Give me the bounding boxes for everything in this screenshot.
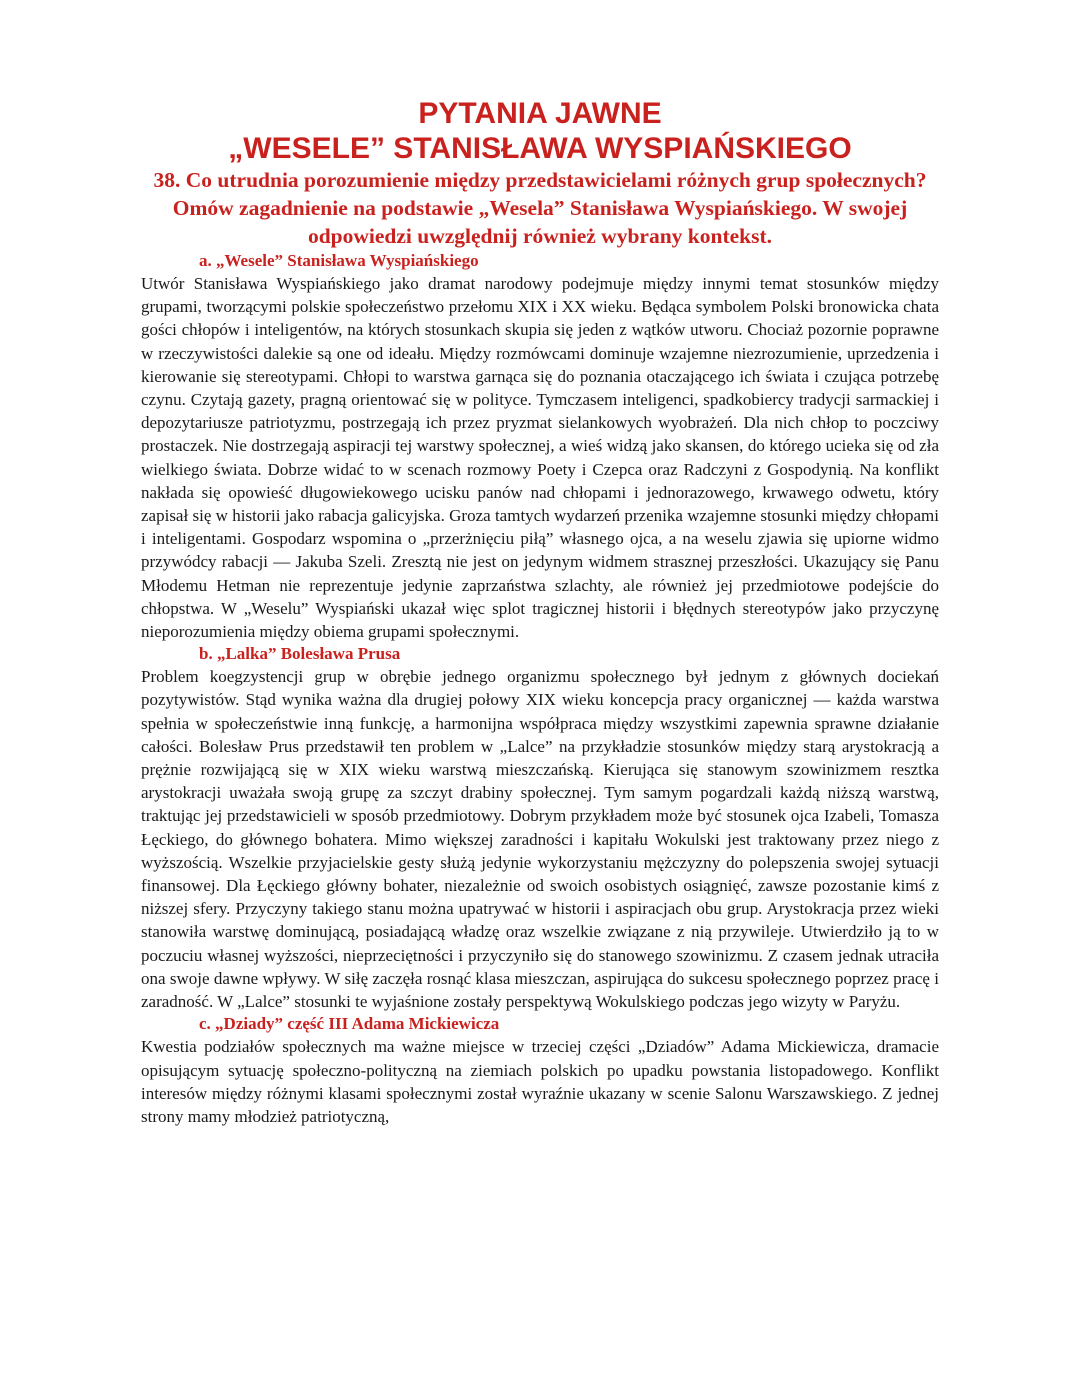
section-text-lalka: Problem koegzystencji grup w obrębie jednego organizmu społecznego był jednym z głównych dociekań pozytywistów. Stąd wynika ważna dla drugiej połowy XIX wieku koncepcja pracy organicznej — każda warstwa spełnia w społeczeństwie inną funkcję, a harmonijna współpraca między wszystkimi zapewnia sprawne działanie całości. Bolesław Prus przedstawił ten problem w „Lalce” na przykładzie stosunków między starą arystokracją a prężnie rozwijającą się w XIX wieku warstwą mieszczańską. Kierująca się stanowym szowinizmem resztka arystokracji uważała swoją grupę za szczyt drabiny społecznej. Tym samym pogardzali każdą niższą warstwą, traktując jej przedstawicieli w sposób przedmiotowy. Dobrym przykładem może być stosunek ojca Izabeli, Tomasza Łęckiego, do głównego bohatera. Mimo większej zaradności i kapitału Wokulski jest traktowany przez niego z wyższością. Wszelkie przyjacielskie gesty służą jedynie wykorzystaniu mężczyzny do polepszenia swojej sytuacji finansowej. Dla Łęckiego główny bohater, niezależnie od swoich osobistych osiągnięć, zawsze pozostanie kimś z niższej sfery. Przyczyny takiego stanu można upatrywać w historii i aspiracjach obu grup. Arystokracja przez wieki stanowiła warstwę dominującą, posiadającą władzę oraz wszelkie związane z nią przywileje. Utwierdziło ją to w poczuciu własnej wyższości, nieprzeciętności i przyczyniło się do stanowego szowinizmu. Z czasem jednak utraciła ona swoje dawne wpływy. W siłę zaczęła rosnąć klasa mieszczan, aspirująca do sukcesu społecznego poprzez pracę i zaradność. W „Lalce” stosunki te wyjaśnione zostały perspektywą Wokulskiego podczas jego wizyty w Paryżu. — [141, 667, 939, 1012]
question-text: 38. Co utrudnia porozumienie między przedstawicielami różnych grup społecznych? Omów zagadnienie na podstawie „Wesela” Stanisława Wyspiańskiego. W swojej odpowiedzi uwzględnij również wybrany kontekst. — [153, 168, 927, 248]
section-heading-lalka: b. „Lalka” Bolesława Prusa — [199, 644, 401, 664]
section-heading-wesele: a. „Wesele” Stanisława Wyspiańskiego — [199, 251, 479, 270]
document-page — [141, 96, 939, 1128]
document-title-line-1: PYTANIA JAWNE — [418, 97, 662, 130]
document-title-line-2: „WESELE” STANISŁAWA WYSPIAŃSKIEGO — [228, 132, 852, 165]
section-text-wesele: Utwór Stanisława Wyspiańskiego jako dramat narodowy podejmuje między innymi temat stosunków między grupami, tworzącymi polskie społeczeństwo przełomu XIX i XX wieku. Będąca symbolem Polski bronowicka chata gości chłopów i inteligentów, na których stosunkach skupia się jeden z wątków utworu. Chociaż pozornie poprawne w rzeczywistości dalekie są one od ideału. Między rozmówcami dominuje wzajemne niezrozumienie, uprzedzenia i kierowanie się stereotypami. Chłopi to warstwa garnąca się do poznania otaczającego ich świata i czująca potrzebę czynu. Czytają gazety, pragną orientować się w polityce. Tymczasem inteligenci, spadkobiercy tradycji sarmackiej i depozytariusze patriotyzmu, postrzegają ich przez pryzmat sielankowych wyobrażeń. Dla nich chłop to poczciwy prostaczek. Nie dostrzegają aspiracji tej warstwy społecznej, a wieś widzą jako skansen, do którego ucieka się od zła wielkiego świata. Dobrze widać to w scenach rozmowy Poety i Czepca oraz Radczyni z Gospodynią. Na konflikt nakłada się opowieść długowiekowego ucisku panów nad chłopami i jednorazowego, krwawego odwetu, który zapisał się w historii jako rabacja galicyjska. Groza tamtych wydarzeń przenika wzajemne stosunki między chłopami i inteligentami. Gospodarz wspomina o „przerżnięciu piłą” własnego ojca, a na weselu zjawia się upiorne widmo przywódcy rabacji — Jakuba Szeli. Zresztą nie jest on jedynym widmem strasznej przeszłości. Ukazujący się Panu Młodemu Hetman nie reprezentuje jedynie zaprzaństwa szlachty, ale również jej przedmiotowe podejście do chłopstwa. W „Weselu” Wyspiański ukazał więc splot tragicznej historii i błędnych stereotypów jako przyczynę nieporozumienia między obiema grupami społecznymi. — [141, 274, 939, 642]
section-text-dziady: Kwestia podziałów społecznych ma ważne miejsce w trzeciej części „Dziadów” Adama Mickiewicza, dramacie opisującym sytuację społeczno-polityczną na ziemiach polskich po upadku powstania listopadowego. Konflikt interesów między różnymi klasami społecznymi został wyraźnie ukazany w scenie Salonu Warszawskiego. Z jednej strony mamy młodzież patriotyczną, — [141, 1037, 939, 1126]
section-heading-dziady: c. „Dziady” część III Adama Mickiewicza — [199, 1014, 500, 1034]
